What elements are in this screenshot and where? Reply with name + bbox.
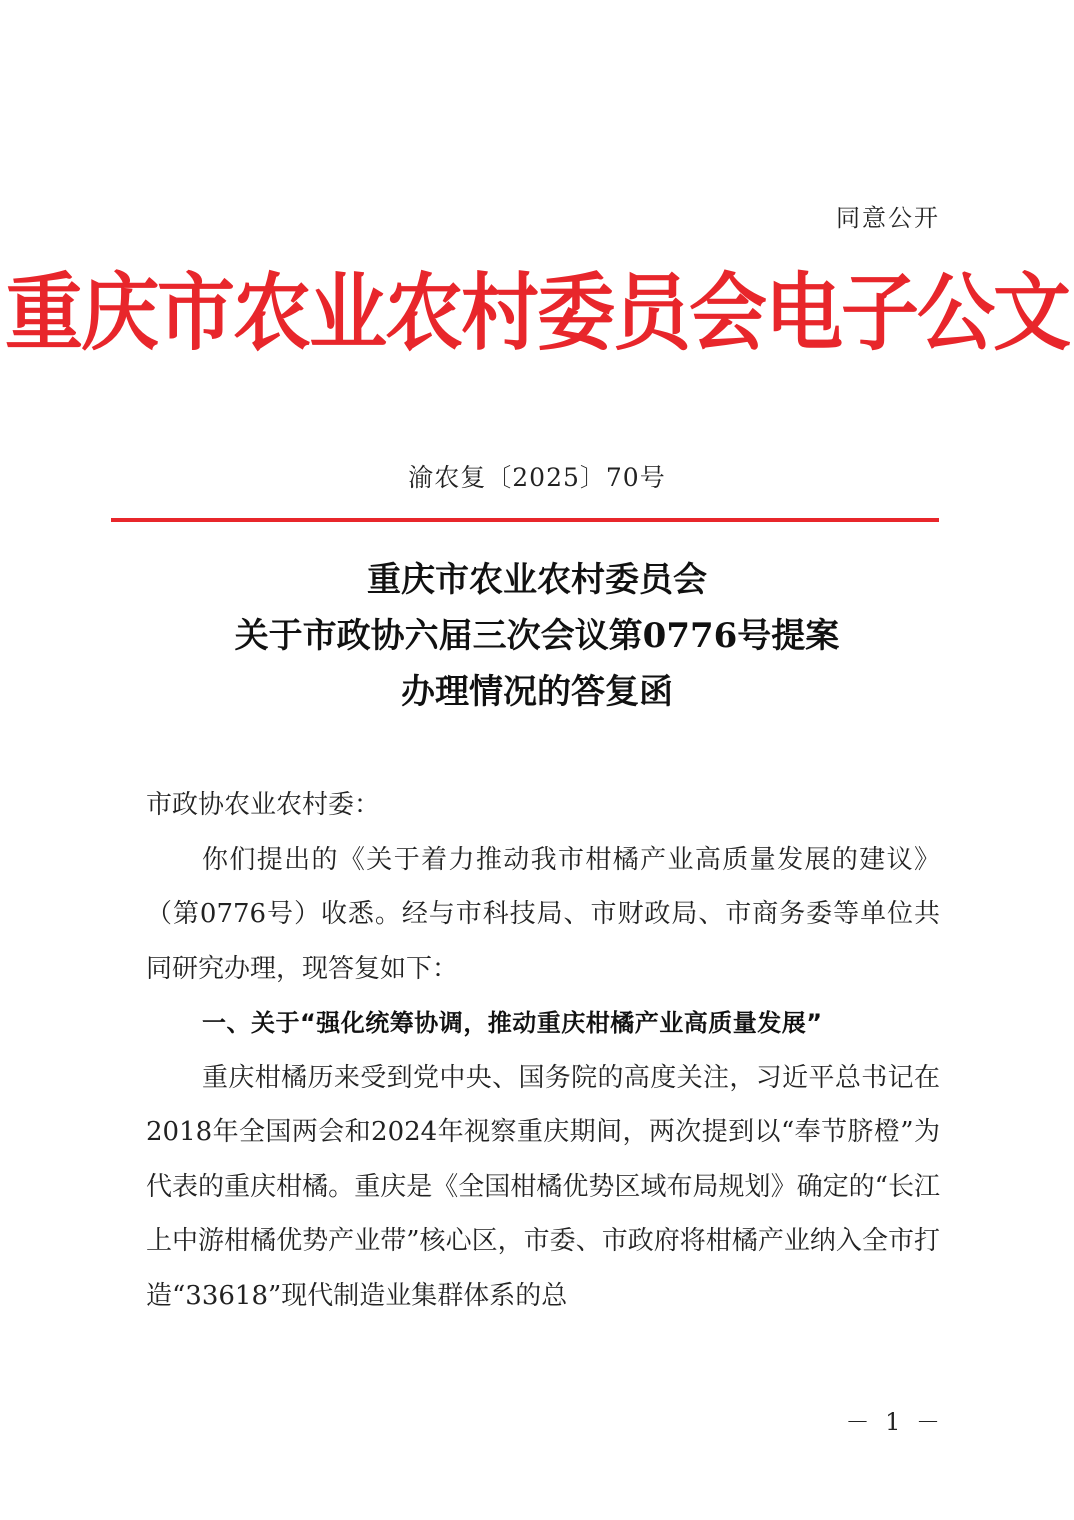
section-heading-1: 一、关于“强化统筹协调，推动重庆柑橘产业高质量发展” <box>202 1009 823 1037</box>
title-line-2: 关于市政协六届三次会议第0776号提案 <box>234 616 840 656</box>
red-divider-line <box>111 518 939 522</box>
salutation: 市政协农业农村委： <box>146 790 381 820</box>
title-line-1: 重庆市农业农村委员会 <box>367 560 707 600</box>
title-line-3: 办理情况的答复函 <box>401 672 673 712</box>
page-number: － 1 － <box>845 1408 944 1436</box>
body-paragraph-2: 重庆柑橘历来受到党中央、国务院的高度关注，习近平总书记在2018年全国两会和2024年视察重庆期间，两次提到以“奉节脐橙”为代表的重庆柑橘。重庆是《全国柑橘优势区域布局规划》确定的“长江上中游柑橘优势产业带”核心区，市委、市政府将柑橘产业纳入全市打造“33618”现代制造业集群体系的总 <box>146 1062 940 1311</box>
document-body <box>146 778 940 1323</box>
document-number: 渝农复〔2025〕70号 <box>408 463 666 492</box>
disclosure-label: 同意公开 <box>836 204 940 232</box>
body-paragraph-1: 你们提出的《关于着力推动我市柑橘产业高质量发展的建议》（第0776号）收悉。经与市科技局、市财政局、市商务委等单位共同研究办理，现答复如下： <box>146 844 940 984</box>
masthead-title: 重庆市农业农村委员会电子公文 <box>4 265 1069 363</box>
document-title <box>0 552 1074 720</box>
